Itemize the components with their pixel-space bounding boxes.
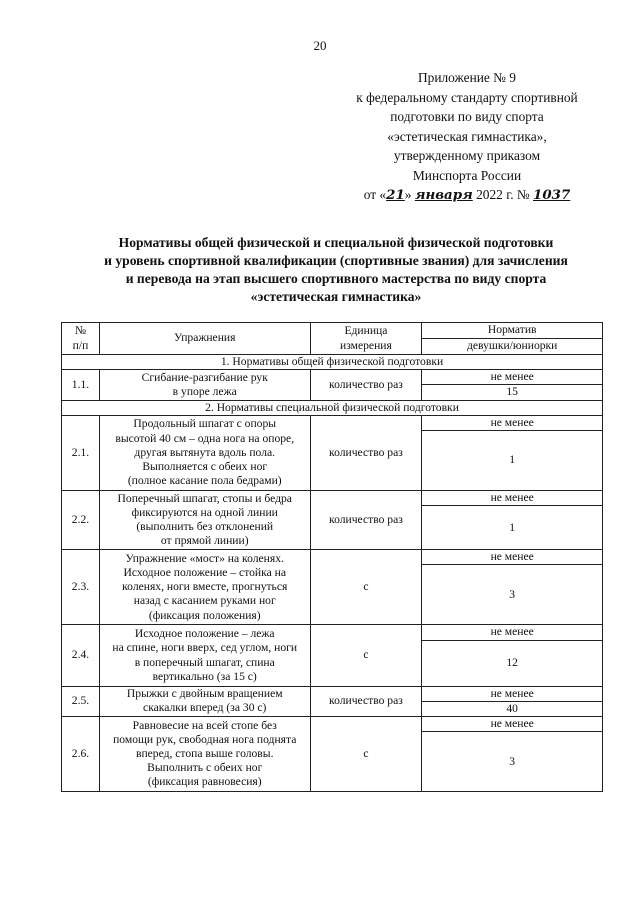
appendix-line: Минспорта России xyxy=(412,167,522,183)
exercise-name: Продольный шпагат с опоры высотой 40 см – одна нога на опоре, другая вытянута вдоль пола. Выполняется с обеих ног (полное касание пола бедрами) xyxy=(99,415,310,490)
row-number: 2.6. xyxy=(62,717,100,792)
row-number: 2.5. xyxy=(62,686,100,716)
norm-qualifier: не менее xyxy=(422,625,603,640)
row-number: 2.2. xyxy=(62,491,100,550)
exercise-name: Сгибание-разгибание рук в упоре лежа xyxy=(99,370,310,400)
exercise-name: Прыжки с двойным вращением скакалки вперед (за 30 с) xyxy=(99,686,310,716)
norm-qualifier: не менее xyxy=(422,370,603,385)
appendix-line: к федеральному стандарту спортивной xyxy=(356,89,578,105)
norm-value: 15 xyxy=(422,385,603,400)
norm-value: 12 xyxy=(422,640,603,686)
exercise-name: Поперечный шпагат, стопы и бедра фиксируются на одной линии (выполнить без отклонений от прямой линии) xyxy=(99,491,310,550)
document-title xyxy=(70,234,602,306)
norm-value: 40 xyxy=(422,701,603,716)
date-year: 2022 г. № xyxy=(472,187,534,202)
appendix-line: подготовки по виду спорта xyxy=(390,109,544,124)
header-unit: Единица измерения xyxy=(310,323,422,355)
page-number: 20 xyxy=(313,38,327,53)
unit-cell: количество раз xyxy=(310,415,422,490)
norm-value: 3 xyxy=(422,732,603,792)
header-num: № п/п xyxy=(62,323,100,355)
title-line: и перевода на этап высшего спортивного мастерства по виду спорта xyxy=(125,271,547,286)
row-number: 2.3. xyxy=(62,550,100,625)
exercise-name: Исходное положение – лежа на спине, ноги вверх, сед углом, ноги в поперечный шпагат, спина вертикально (за 15 с) xyxy=(99,625,310,686)
section-title: 1. Нормативы общей физической подготовки xyxy=(62,355,603,370)
header-group: девушки/юниорки xyxy=(422,339,603,355)
title-line: и уровень спортивной квалификации (спортивные звания) для зачисления xyxy=(104,253,568,268)
norm-value: 1 xyxy=(422,506,603,550)
norms-table xyxy=(61,322,603,792)
title-line: «эстетическая гимнастика» xyxy=(250,289,422,304)
date-day: 21 xyxy=(386,187,405,203)
norm-qualifier: не менее xyxy=(422,491,603,506)
unit-cell: с xyxy=(310,717,422,792)
row-number: 1.1. xyxy=(62,370,100,400)
unit-cell: с xyxy=(310,625,422,686)
unit-cell: количество раз xyxy=(310,370,422,400)
appendix-line: Приложение № 9 xyxy=(417,70,517,85)
unit-cell: количество раз xyxy=(310,686,422,716)
section-title: 2. Нормативы специальной физической подготовки xyxy=(62,400,603,415)
appendix-line: утвержденному приказом xyxy=(393,148,541,163)
order-date-line xyxy=(332,185,602,206)
order-number: 1037 xyxy=(533,187,571,203)
date-separator: » xyxy=(404,187,415,202)
exercise-name: Равновесие на всей стопе без помощи рук, свободная нога поднята вперед, стопа выше головы. Выполнить с обеих ног (фиксация равновесия) xyxy=(99,717,310,792)
norm-qualifier: не менее xyxy=(422,415,603,430)
appendix-line: «эстетическая гимнастика», xyxy=(387,128,547,144)
row-number: 2.1. xyxy=(62,415,100,490)
norm-qualifier: не менее xyxy=(422,686,603,701)
norm-value: 3 xyxy=(422,565,603,625)
unit-cell: количество раз xyxy=(310,491,422,550)
norm-value: 1 xyxy=(422,431,603,491)
date-month: января xyxy=(414,187,473,203)
exercise-name: Упражнение «мост» на коленях. Исходное положение – стойка на коленях, ноги вместе, прогнуться назад с касанием руками ног (фиксация положения) xyxy=(99,550,310,625)
title-line: Нормативы общей физической и специальной физической подготовки xyxy=(118,235,554,250)
date-prefix: от « xyxy=(363,187,387,202)
row-number: 2.4. xyxy=(62,625,100,686)
header-norm: Норматив xyxy=(422,323,603,339)
header-exercise: Упражнения xyxy=(99,323,310,355)
norm-qualifier: не менее xyxy=(422,550,603,565)
norm-qualifier: не менее xyxy=(422,717,603,732)
unit-cell: с xyxy=(310,550,422,625)
appendix-block xyxy=(332,68,602,206)
